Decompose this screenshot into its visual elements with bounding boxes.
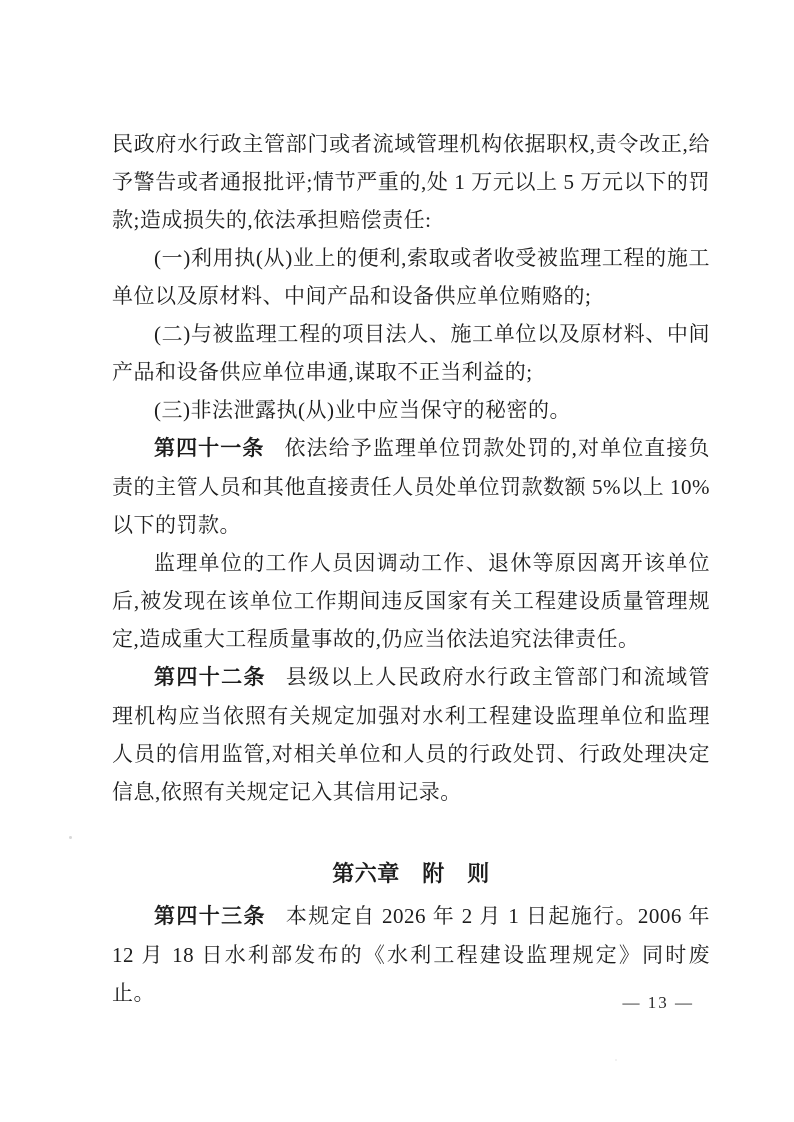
article-42-label: 第四十二条: [154, 666, 266, 689]
list-item-2: (二)与被监理工程的项目法人、施工单位以及原材料、中间产品和设备供应单位串通,谋取不正当利益的;: [112, 322, 710, 384]
paragraph-supervision-staff: 监理单位的工作人员因调动工作、退休等原因离开该单位后,被发现在该单位工作期间违反国家有关工程建设质量管理规定,造成重大工程质量事故的,仍应当依法追究法律责任。: [112, 551, 710, 651]
article-42-text: 县级以上人民政府水行政主管部门和流域管理机构应当依照有关规定加强对水利工程建设监理单位和监理人员的信用监管,对相关单位和人员的行政处罚、行政处理决定信息,依照有关规定记入其信用记录。: [112, 665, 711, 804]
page-number: — 13 —: [622, 993, 694, 1012]
article-43-text: 本规定自 2026 年 2 月 1 日起施行。2006 年 12 月 18 日水利部发布的《水利工程建设监理规定》同时废止。: [112, 904, 711, 1005]
article-43: [112, 897, 710, 1012]
chapter-heading: 第六章 附 则: [332, 861, 490, 886]
article-41-text: 依法给予监理单位罚款处罚的,对单位直接负责的主管人员和其他直接责任人员处单位罚款数额 5%以上 10%以下的罚款。: [112, 436, 710, 537]
list-item-3: (三)非法泄露执(从)业中应当保守的秘密的。: [154, 398, 571, 422]
scan-speck: [69, 836, 72, 839]
paragraph-continuation: 民政府水行政主管部门或者流域管理机构依据职权,责令改正,给予警告或者通报批评;情节严重的,处 1 万元以上 5 万元以下的罚款;造成损失的,依法承担赔偿责任:: [112, 132, 710, 232]
article-41: [112, 429, 710, 544]
scan-speck: [615, 1059, 617, 1061]
article-41-label: 第四十一条: [154, 437, 265, 460]
list-item-1: (一)利用执(从)业上的便利,索取或者收受被监理工程的施工单位以及原材料、中间产品和设备供应单位贿赂的;: [112, 246, 710, 308]
document-body: [112, 125, 710, 1012]
article-43-label: 第四十三条: [154, 905, 266, 928]
article-42: [112, 658, 710, 811]
